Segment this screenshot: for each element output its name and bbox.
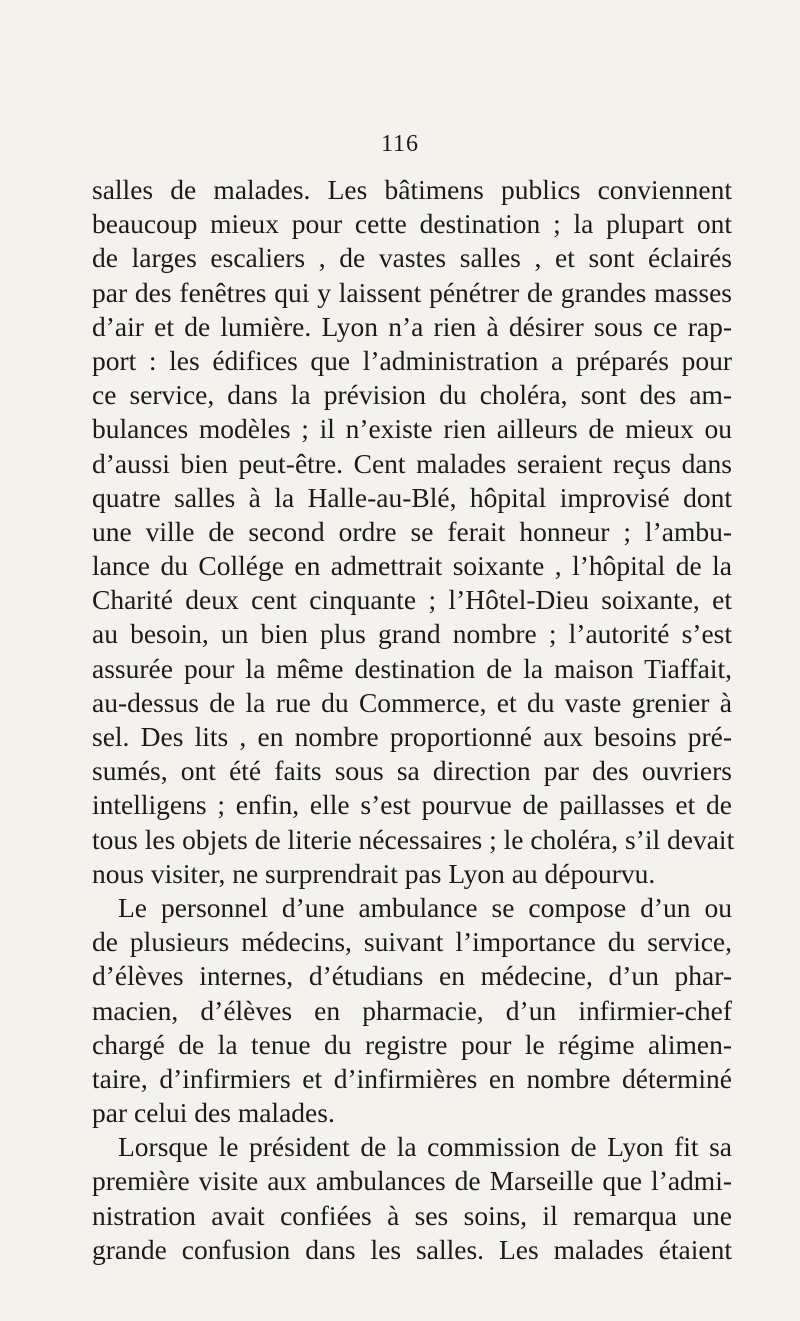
text-line: au-dessus de la rue du Commerce, et du vaste grenier à <box>92 686 732 718</box>
text-line: première visite aux ambulances de Marseille que l’admi- <box>92 1165 732 1197</box>
text-line: Lorsque le président de la commission de Lyon fit sa <box>118 1131 732 1163</box>
text-line: nous visiter, ne surprendrait pas Lyon au dépourvu. <box>92 857 656 889</box>
text-line: quatre salles à la Halle-au-Blé, hôpital improvisé dont <box>92 481 732 513</box>
body-text <box>92 173 735 1267</box>
text-line: sumés, ont été faits sous sa direction par des ouvriers <box>92 755 732 787</box>
text-line: bulances modèles ; il n’existe rien ailleurs de mieux ou <box>92 413 732 445</box>
text-line: par des fenêtres qui y laissent pénétrer de grandes masses <box>92 276 732 308</box>
text-line: beaucoup mieux pour cette destination ; la plupart ont <box>92 208 732 240</box>
text-line: port : les édifices que l’administration a préparés pour <box>92 344 732 376</box>
text-line: grande confusion dans les salles. Les malades étaient <box>92 1233 732 1265</box>
text-line: Le personnel d’une ambulance se compose d’un ou <box>118 891 732 923</box>
text-line: nistration avait confiées à ses soins, il remarqua une <box>92 1199 732 1231</box>
text-line: taire, d’infirmiers et d’infirmières en nombre déterminé <box>92 1062 732 1094</box>
text-line: d’air et de lumière. Lyon n’a rien à désirer sous ce rap- <box>92 310 732 342</box>
text-line: une ville de second ordre se ferait honneur ; l’ambu- <box>92 515 732 547</box>
text-line: de larges escaliers , de vastes salles , et sont éclairés <box>92 242 732 274</box>
text-line: tous les objets de literie nécessaires ; le choléra, s’il devait <box>92 823 735 855</box>
text-line: ce service, dans la prévision du choléra, sont des am- <box>92 379 732 411</box>
text-line: de plusieurs médecins, suivant l’importance du service, <box>92 926 732 958</box>
page-number: 116 <box>380 131 420 157</box>
text-line: chargé de la tenue du registre pour le régime alimen- <box>92 1028 732 1060</box>
text-line: macien, d’élèves en pharmacie, d’un infirmier-chef <box>92 994 732 1026</box>
text-line: au besoin, un bien plus grand nombre ; l’autorité s’est <box>92 618 732 650</box>
text-line: d’élèves internes, d’étudians en médecine, d’un phar- <box>92 960 732 992</box>
text-line: d’aussi bien peut-être. Cent malades seraient reçus dans <box>92 447 732 479</box>
text-line: Charité deux cent cinquante ; l’Hôtel-Dieu soixante, et <box>92 584 732 616</box>
text-line: salles de malades. Les bâtimens publics conviennent <box>92 174 732 205</box>
text-line: par celui des malades. <box>92 1097 335 1129</box>
text-line: assurée pour la même destination de la maison Tiaffait, <box>92 652 732 684</box>
text-line: sel. Des lits , en nombre proportionné aux besoins pré- <box>92 721 732 752</box>
text-line: lance du Collége en admettrait soixante , l’hôpital de la <box>92 550 732 582</box>
text-line: intelligens ; enfin, elle s’est pourvue de paillasses et de <box>92 789 732 821</box>
